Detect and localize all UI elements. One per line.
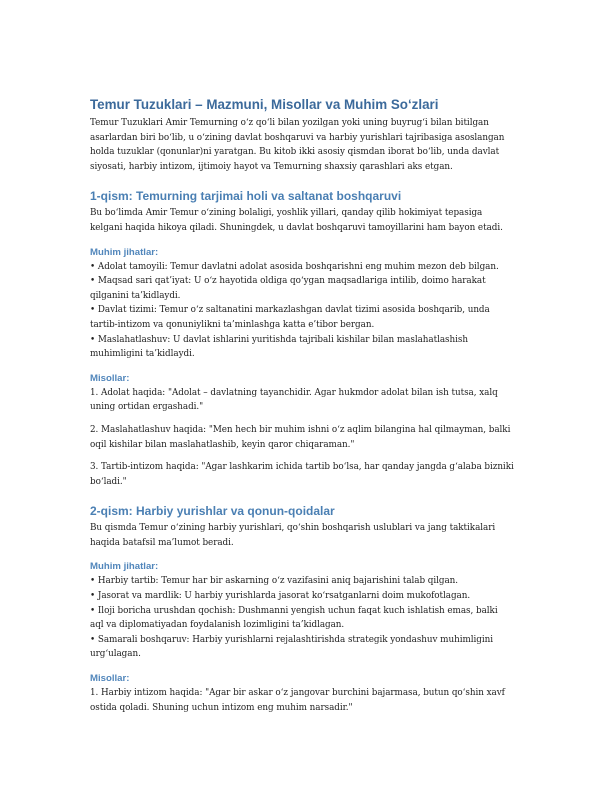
key-point-line: • Harbiy tartib: Temur har bir askarning o‘z vazifasini aniq bajarishini talab qilgan. [90,576,459,587]
part1-key-points [90,260,522,362]
example-line: uning ortidan ergashadi." [90,402,204,413]
example-line: 3. Tartib-intizom haqida: "Agar lashkarim ichida tartib bo‘lsa, har qanday jangda g‘alaba bizniki [90,462,514,473]
key-point-line: • Davlat tizimi: Temur o‘z saltanatini markazlashgan davlat tizimi asosida boshqarib, unda [90,305,490,316]
key-point-line: • Adolat tamoyili: Temur davlatni adolat asosida boshqarishni eng muhim mezon deb bilgan. [90,261,499,272]
key-point-line: • Samarali boshqaruv: Harbiy yurishlarni rejalashtirishda strategik yondashuv muhimligini [90,634,494,645]
example-line: oqil kishilar bilan maslahatlashib, keyin qaror chiqaraman." [90,439,355,450]
key-point-line: • Iloji boricha urushdan qochish: Dushmanni yengish uchun faqat kuch ishlatish emas, balki [90,605,498,616]
key-point-line: • Jasorat va mardlik: U harbiy yurishlarda jasorat ko‘rsatganlarni doim mukofotlagan. [90,591,471,602]
example-item [90,686,522,715]
example-line: ostida qoladi. Shuning uchun intizom eng muhim narsadir." [90,702,353,713]
example-item [90,423,522,452]
part1-body [90,206,522,235]
document-page [90,96,522,715]
key-point-line: aql va diplomatiyadan foydalanish lozimligini ta’kidlagan. [90,620,345,631]
part1-body-line: Bu bo‘limda Amir Temur o‘zining bolaligi, yoshlik yillari, qanday qilib hokimiyat tepasiga [90,208,483,219]
part2-body [90,521,522,550]
part1-examples [90,386,522,490]
example-line: 1. Harbiy intizom haqida: "Agar bir askar o‘z jangovar burchini bajarmasa, butun qo‘shin xavf [90,688,505,699]
intro-line: siyosati, harbiy intizom, ijtimoiy hayot va Temurning shaxsiy qarashlari aks etgan. [90,161,453,172]
example-line: bo‘ladi." [90,476,127,487]
key-point-line: • Maslahatlashuv: U davlat ishlarini yuritishda tajribali kishilar bilan maslahatlashish [90,334,468,345]
part2-examples-heading: Misollar: [90,673,130,685]
key-point-line: qilganini ta’kidlaydi. [90,290,181,301]
part2-examples [90,686,522,715]
example-item [90,460,522,489]
example-line: 2. Maslahatlashuv haqida: "Men hech bir muhim ishni o‘z aqlim bilangina hal qilmayman, balki [90,424,511,435]
key-point-line: urg‘ulagan. [90,649,141,660]
intro-line: holda tuzuklar (qonunlar)ni yaratgan. Bu kitob ikki asosiy qismdan iborat bo‘lib, unda davlat [90,147,500,158]
intro-paragraph [90,116,522,174]
part2-heading: 2-qism: Harbiy yurishlar va qonun-qoidalar [90,504,335,519]
document-title: Temur Tuzuklari – Mazmuni, Misollar va Muhim So‘zlari [90,97,439,112]
key-point-line: • Maqsad sari qat’iyat: U o‘z hayotida oldiga qo‘ygan maqsadlariga intilib, doimo harakat [90,276,486,287]
example-item [90,386,522,415]
intro-line: asarlardan biri bo‘lib, u o‘zining davlat boshqaruvi va harbiy yurishlari tajribasiga asoslangan [90,132,505,143]
part2-key-heading: Muhim jihatlar: [90,561,159,573]
part1-key-heading: Muhim jihatlar: [90,246,159,258]
part2-body-line: haqida batafsil ma’lumot beradi. [90,537,234,548]
part1-examples-heading: Misollar: [90,372,130,384]
part1-body-line: kelgani haqida hikoya qiladi. Shuningdek, u davlat boshqaruvi tamoyillarini ham bayon etadi. [90,222,503,233]
intro-line: Temur Tuzuklari Amir Temurning o‘z qo‘li bilan yozilgan yoki uning buyrug‘i bilan bitilgan [90,118,489,128]
key-point-line: tartib-intizom va qonuniylikni ta’minlashga katta e’tibor bergan. [90,319,375,330]
part2-key-points [90,574,522,662]
part1-heading: 1-qism: Temurning tarjimai holi va saltanat boshqaruvi [90,189,402,204]
part2-body-line: Bu qismda Temur o‘zining harbiy yurishlari, qo‘shin boshqarish uslublari va jang taktikalari [90,523,496,534]
key-point-line: muhimligini ta’kidlaydi. [90,349,195,360]
example-line: 1. Adolat haqida: "Adolat – davlatning tayanchidir. Agar hukmdor adolat bilan ish tutsa, xalq [90,387,498,398]
